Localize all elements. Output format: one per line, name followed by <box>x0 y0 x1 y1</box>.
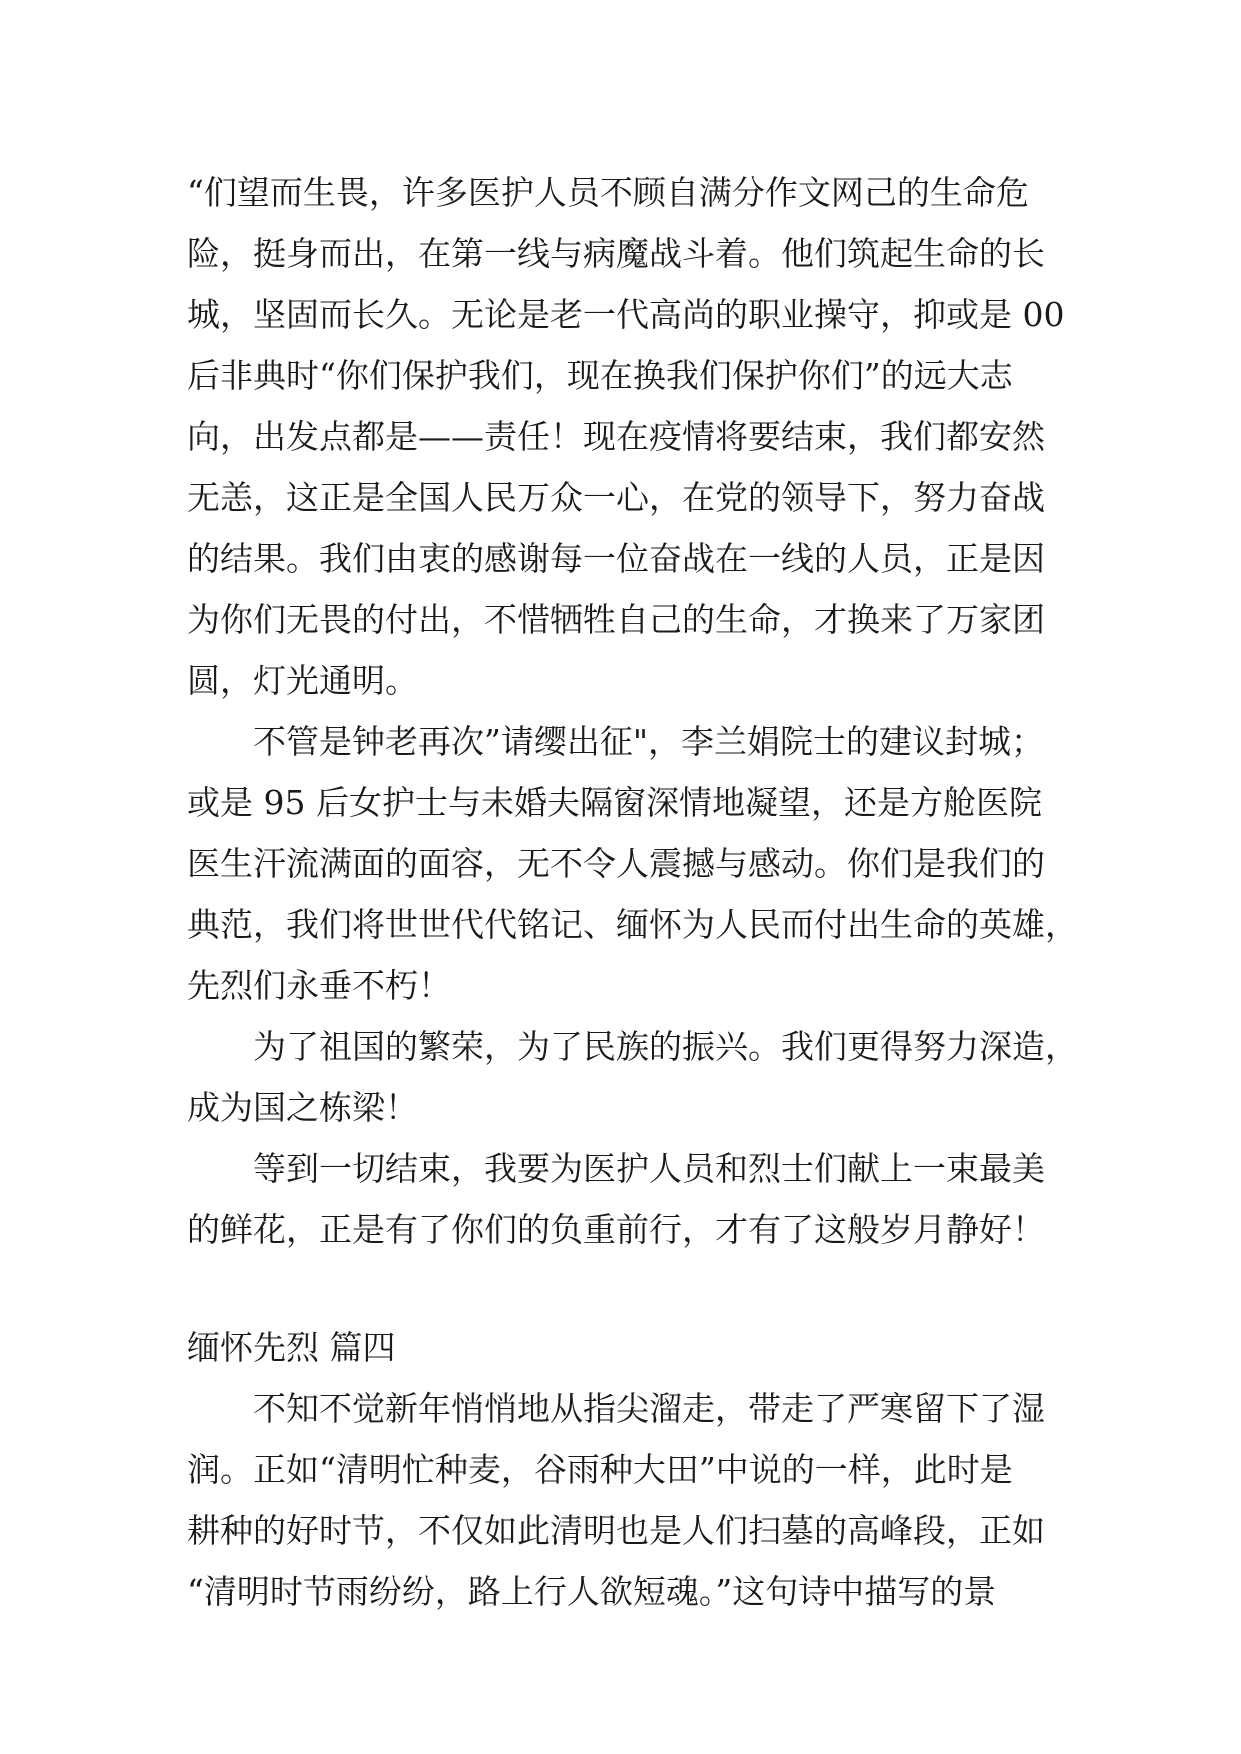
text-line: 的鲜花，正是有了你们的负重前行，才有了这般岁月静好！ <box>187 1210 1045 1249</box>
text-line: 等到一切结束，我要为医护人员和烈士们献上一束最美 <box>253 1149 1045 1188</box>
text-line: 城，坚固而长久。无论是老一代高尚的职业操守，抑或是 00 <box>187 295 1065 334</box>
paragraph-2 <box>187 711 1078 1016</box>
text-line: 先烈们永垂不朽！ <box>187 966 451 1005</box>
text-line: 典范，我们将世世代代铭记、缅怀为人民而付出生命的英雄， <box>187 905 1078 944</box>
text-line: 圆，灯光通明。 <box>187 661 418 700</box>
paragraph-4 <box>187 1138 1067 1260</box>
text-line: 后非典时“你们保护我们，现在换我们保护你们”的远大志 <box>187 356 1013 395</box>
text-line: “们望而生畏，许多医护人员不顾自满分作文网己的生命危 <box>187 173 1029 212</box>
text-line: 医生汗流满面的面容，无不令人震撼与感动。你们是我们的 <box>187 844 1045 883</box>
section-spacer <box>187 1260 1067 1317</box>
text-line: 不管是钟老再次”请缨出征"，李兰娟院士的建议封城； <box>253 722 1045 761</box>
paragraph-1 <box>187 162 1067 711</box>
text-line: 不知不觉新年悄悄地从指尖溜走，带走了严寒留下了湿 <box>253 1389 1045 1428</box>
text-line: “清明时节雨纷纷，路上行人欲短魂。”这句诗中描写的景 <box>187 1572 997 1611</box>
text-line: 为你们无畏的付出，不惜牺牲自己的生命，才换来了万家团 <box>187 600 1045 639</box>
document-body <box>187 162 1078 1622</box>
text-line: 耕种的好时节，不仅如此清明也是人们扫墓的高峰段，正如 <box>187 1511 1045 1550</box>
text-line: 或是 95 后女护士与未婚夫隔窗深情地凝望，还是方舱医院 <box>187 783 1042 822</box>
text-line: 险，挺身而出，在第一线与病魔战斗着。他们筑起生命的长 <box>187 234 1045 273</box>
text-line: 润。正如“清明忙种麦，谷雨种大田”中说的一样，此时是 <box>187 1450 1013 1489</box>
text-line: 的结果。我们由衷的感谢每一位奋战在一线的人员，正是因 <box>187 539 1045 578</box>
paragraph-5 <box>187 1378 1067 1622</box>
text-line: 向，出发点都是——责任！现在疫情将要结束，我们都安然 <box>187 417 1045 456</box>
section-heading: 缅怀先烈 篇四 <box>187 1328 396 1367</box>
text-line: 无恙，这正是全国人民万众一心，在党的领导下，努力奋战 <box>187 478 1045 517</box>
text-line: 成为国之栋梁！ <box>187 1088 418 1127</box>
text-line: 为了祖国的繁荣，为了民族的振兴。我们更得努力深造， <box>253 1027 1078 1066</box>
paragraph-3 <box>187 1016 1078 1138</box>
